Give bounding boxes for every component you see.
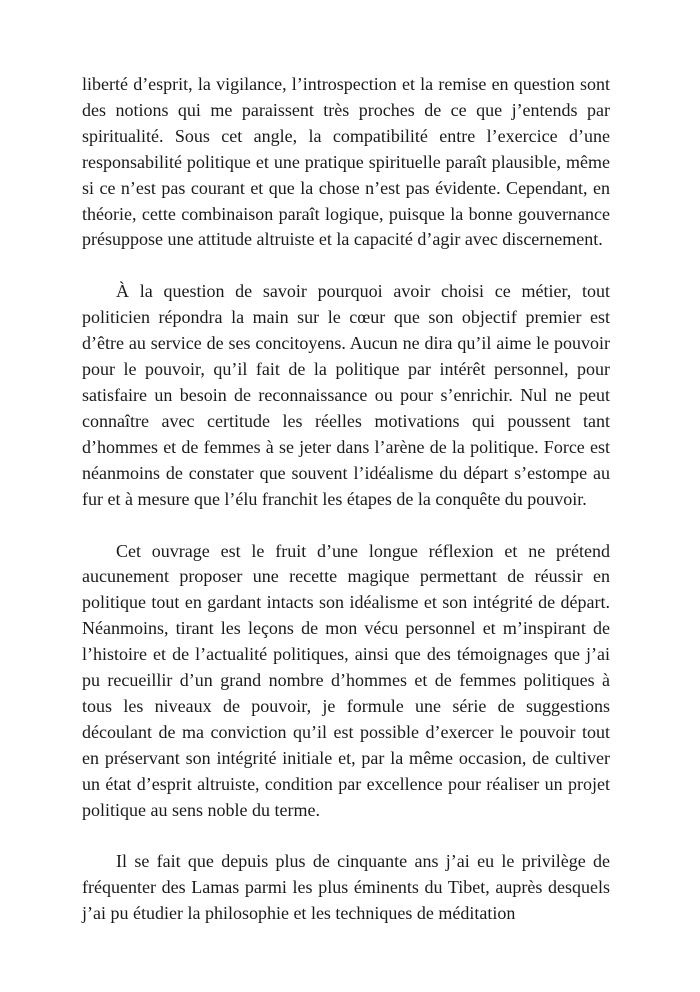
paragraph-4: Il se fait que depuis plus de cinquante ans j’ai eu le privilège de fréquenter des Lamas parmi les plus éminents du Tibet, auprès desquels j’ai pu étudier la philosophie et les techniques de méditation xyxy=(82,851,610,924)
paragraph-2: À la question de savoir pourquoi avoir choisi ce métier, tout politicien répondra la main sur le cœur que son objectif premier est d’être au service de ses concitoyens. Aucun ne dira qu’il aime le pouvoir pour le pouvoir, qu’il fait de la politique par intérêt personnel, pour satisfaire un besoin de reconnaissance ou pour s’enrichir. Nul ne peut connaître avec certitude les réelles motivations qui poussent tant d’hommes et de femmes à se jeter dans l’arène de la politique. Force est néanmoins de constater que souvent l’idéalisme du départ s’estompe au fur et à mesure que l’élu franchit les étapes de la conquête du pouvoir. xyxy=(82,281,610,509)
paragraph-3: Cet ouvrage est le fruit d’une longue réflexion et ne prétend aucunement proposer une recette magique permettant de réussir en politique tout en gardant intacts son idéalisme et son intégrité de départ. Néanmoins, tirant les leçons de mon vécu personnel et m’inspirant de l’histoire et de l’actualité politiques, ainsi que des témoignages que j’ai pu recueillir d’un grand nombre d’hommes et de femmes politiques à tous les niveaux de pouvoir, je formule une série de suggestions découlant de ma conviction qu’il est possible d’exercer le pouvoir tout en préservant son intégrité initiale et, par la même occasion, de cultiver un état d’esprit altruiste, condition par excellence pour réaliser un projet politique au sens noble du terme. xyxy=(82,540,610,820)
document-page xyxy=(82,72,610,953)
paragraph-1: liberté d’esprit, la vigilance, l’introspection et la remise en question sont des notions qui me paraissent très proches de ce que j’entends par spiritualité. Sous cet angle, la compatibilité entre l’exercice d’une responsabilité politique et une pratique spirituelle paraît plausible, même si ce n’est pas courant et que la chose n’est pas évidente. Cependant, en théorie, cette combinaison paraît logique, puisque la bonne gouvernance présuppose une attitude altruiste et la capacité d’agir avec discernement. xyxy=(82,74,610,250)
